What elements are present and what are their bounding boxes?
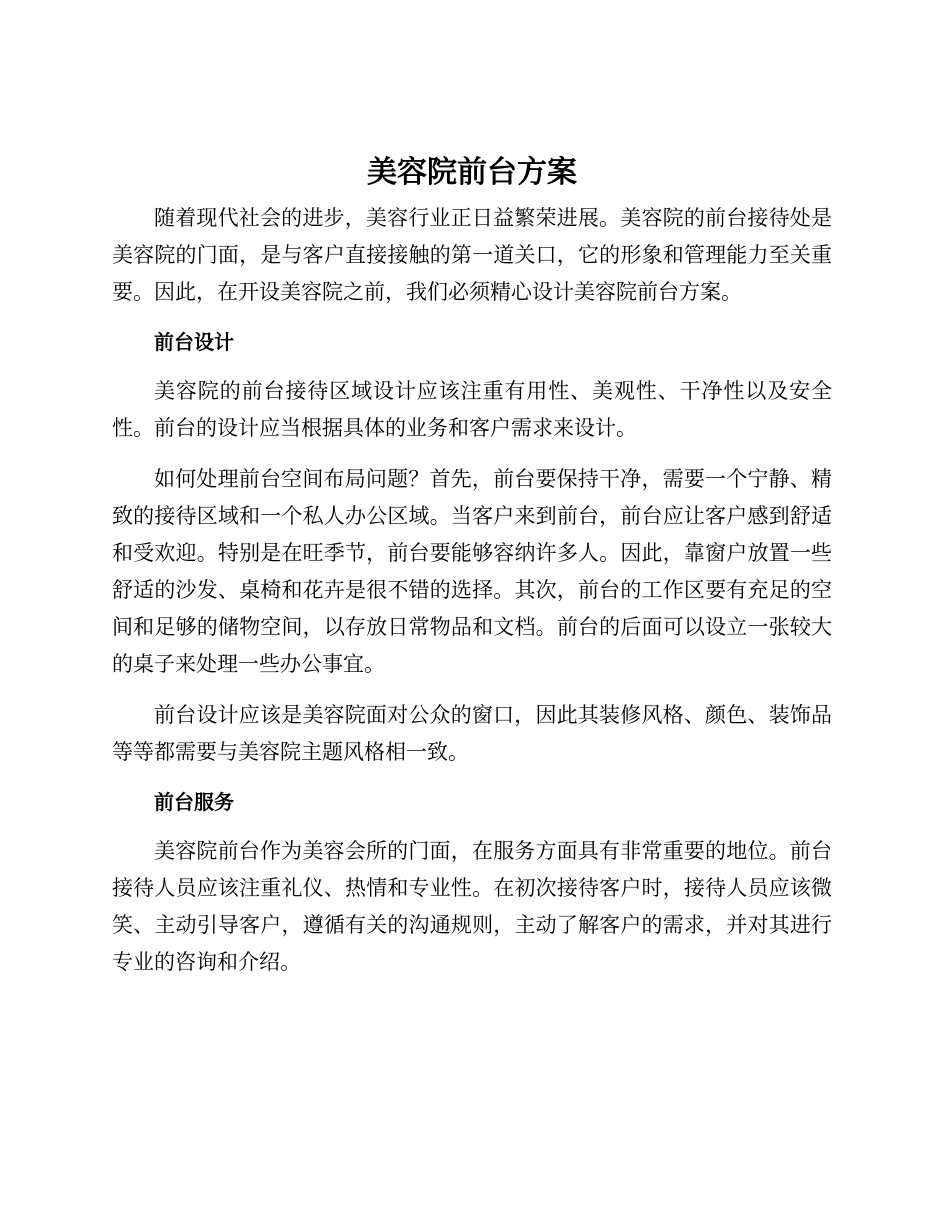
body-paragraph: 美容院的前台接待区域设计应该注重有用性、美观性、干净性以及安全性。前台的设计应当根据具体的业务和客户需求来设计。	[112, 379, 832, 440]
section-heading: 前台服务	[154, 790, 234, 814]
section-front-desk-design	[112, 325, 832, 771]
document-title: 美容院前台方案	[367, 155, 577, 190]
section-front-desk-service	[112, 785, 832, 981]
body-paragraph: 前台设计应该是美容院面对公众的窗口，因此其装修风格、颜色、装饰品等等都需要与美容院主题风格相一致。	[112, 703, 832, 764]
document-page	[112, 150, 832, 995]
section-heading: 前台设计	[154, 330, 234, 354]
intro-paragraph: 随着现代社会的进步，美容行业正日益繁荣进展。美容院的前台接待处是美容院的门面，是与客户直接接触的第一道关口，它的形象和管理能力至关重要。因此，在开设美容院之前，我们必须精心设计美容院前台方案。	[112, 206, 832, 304]
body-paragraph: 如何处理前台空间布局问题？首先，前台要保持干净，需要一个宁静、精致的接待区域和一个私人办公区域。当客户来到前台，前台应让客户感到舒适和受欢迎。特别是在旺季节，前台要能够容纳许多人。因此，靠窗户放置一些舒适的沙发、桌椅和花卉是很不错的选择。其次，前台的工作区要有充足的空间和足够的储物空间，以存放日常物品和文档。前台的后面可以设立一张较大的桌子来处理一些办公事宜。	[112, 467, 832, 676]
body-paragraph: 美容院前台作为美容会所的门面，在服务方面具有非常重要的地位。前台接待人员应该注重礼仪、热情和专业性。在初次接待客户时，接待人员应该微笑、主动引导客户，遵循有关的沟通规则，主动了解客户的需求，并对其进行专业的咨询和介绍。	[112, 839, 832, 974]
